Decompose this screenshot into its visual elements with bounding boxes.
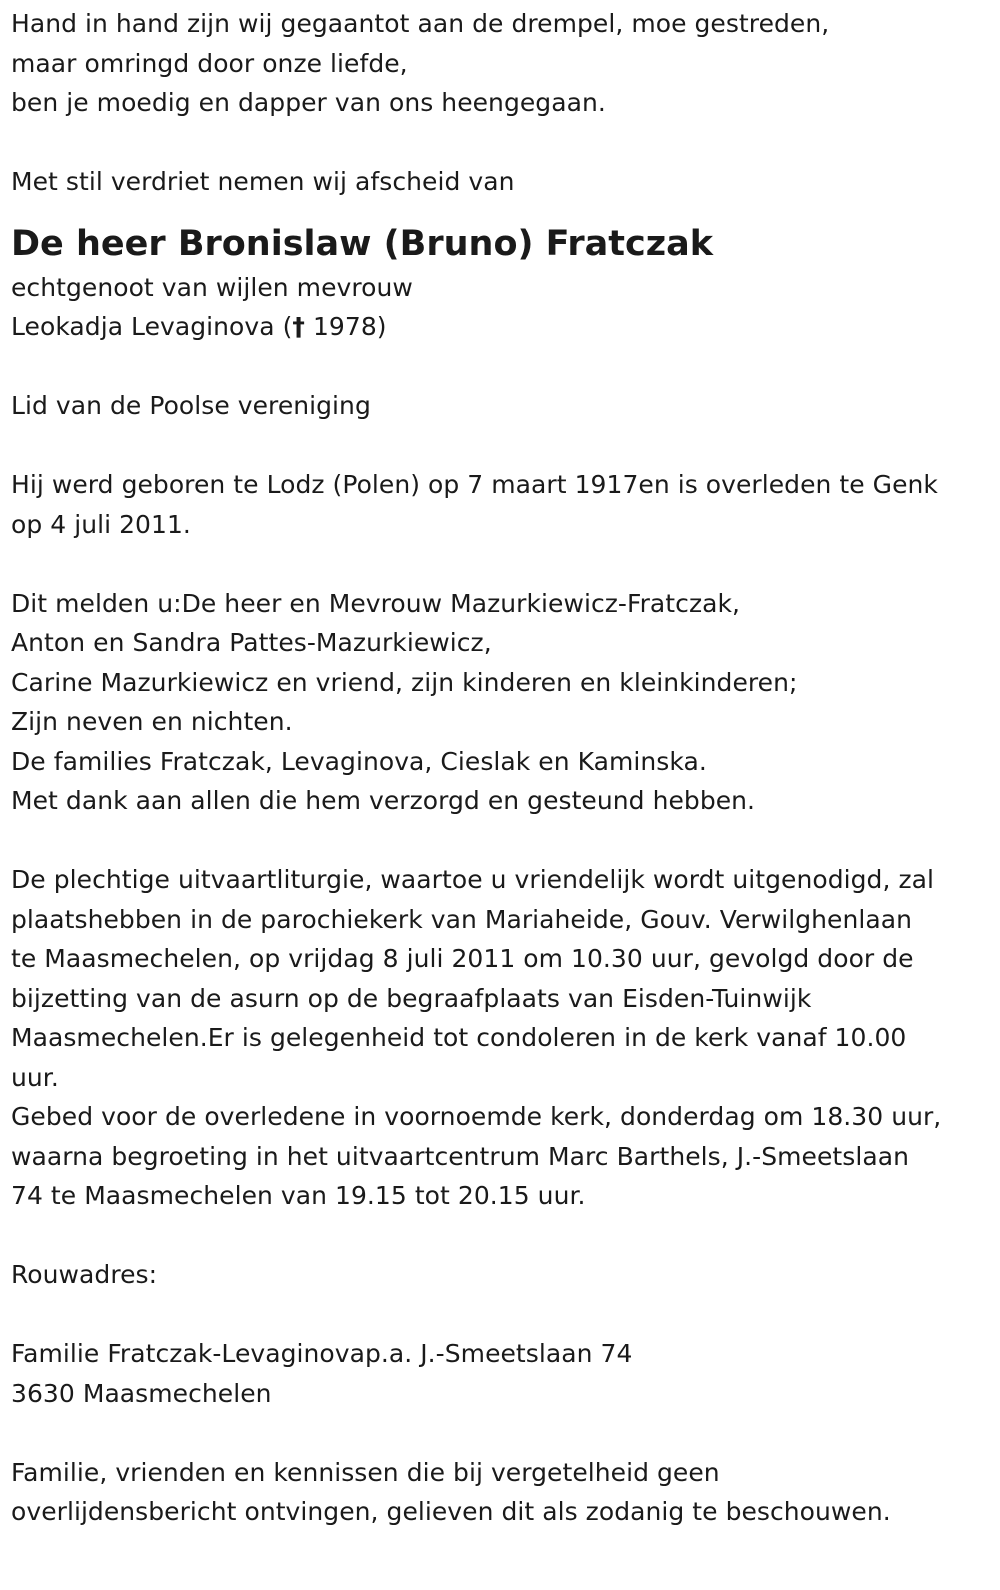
closing-line-2: overlijdensbericht ontvingen, gelieven dit als zodanig te beschouwen. — [11, 1497, 891, 1526]
funeral-line-7: Gebed voor de overledene in voornoemde kerk, donderdag om 18.30 uur, — [11, 1102, 942, 1131]
funeral-line-9: 74 te Maasmechelen van 19.15 tot 20.15 uur. — [11, 1181, 586, 1210]
spacer — [11, 202, 982, 218]
intro-line-2: maar omringd door onze liefde, — [11, 48, 408, 78]
announcers-line-1: Dit melden u:De heer en Mevrouw Mazurkiewicz-Fratczak, — [11, 588, 741, 618]
spacer — [11, 544, 982, 584]
cross-icon: † — [292, 312, 305, 341]
deceased-name: De heer Bronislaw (Bruno) Fratczak — [11, 223, 713, 264]
membership-text: Lid van de Poolse vereniging — [11, 391, 371, 420]
spacer — [11, 426, 982, 466]
announcers-line-3: Carine Mazurkiewicz en vriend, zijn kinderen en kleinkinderen; — [11, 667, 798, 697]
funeral-line-3: te Maasmechelen, op vrijdag 8 juli 2011 om 10.30 uur, gevolgd door de — [11, 944, 914, 973]
address-line-2: 3630 Maasmechelen — [11, 1378, 272, 1408]
funeral-line-1: De plechtige uitvaartliturgie, waartoe u vriendelijk wordt uitgenodigd, zal — [11, 865, 934, 894]
funeral-line-6: uur. — [11, 1062, 59, 1092]
spacer — [11, 1295, 982, 1335]
closing-block — [11, 1453, 982, 1532]
announcers-line-4: Zijn neven en nichten. — [11, 707, 293, 736]
spacer — [11, 1413, 982, 1453]
announcers-line-6: Met dank aan allen die hem verzorgd en gesteund hebben. — [11, 786, 756, 815]
intro-line-3: ben je moedig en dapper van ons heengegaan. — [11, 88, 606, 117]
closing-line-1: Familie, vrienden en kennissen die bij vergetelheid geen — [11, 1457, 720, 1487]
address-block — [11, 1334, 982, 1413]
spacer — [11, 347, 982, 387]
announcers-line-5: De families Fratczak, Levaginova, Cieslak en Kaminska. — [11, 746, 707, 776]
birth-death-line-1: Hij werd geboren te Lodz (Polen) op 7 maart 1917en is overleden te Genk — [11, 470, 938, 499]
spouse-name-suffix: 1978) — [304, 312, 387, 341]
spacer — [11, 821, 982, 861]
farewell-text: Met stil verdriet nemen wij afscheid van — [11, 167, 515, 196]
spouse-line-2 — [11, 307, 982, 347]
deceased-block — [11, 220, 982, 347]
announcers-block — [11, 584, 982, 821]
funeral-block — [11, 860, 982, 1216]
intro-poem — [11, 4, 982, 123]
spacer — [11, 123, 982, 163]
birth-death-block — [11, 465, 982, 544]
funeral-line-5: Maasmechelen.Er is gelegenheid tot condoleren in de kerk vanaf 10.00 — [11, 1023, 907, 1052]
announcers-line-2: Anton en Sandra Pattes-Mazurkiewicz, — [11, 628, 492, 657]
address-label: Rouwadres: — [11, 1260, 158, 1289]
address-line-1: Familie Fratczak-Levaginovap.a. J.-Smeetslaan 74 — [11, 1339, 633, 1368]
spouse-line-1: echtgenoot van wijlen mevrouw — [11, 272, 413, 302]
birth-death-line-2: op 4 juli 2011. — [11, 509, 191, 539]
spacer — [11, 1216, 982, 1256]
funeral-line-8: waarna begroeting in het uitvaartcentrum Marc Barthels, J.-Smeetslaan — [11, 1141, 909, 1171]
spouse-name-prefix: Leokadja Levaginova ( — [11, 312, 293, 341]
funeral-line-2: plaatshebben in de parochiekerk van Mariaheide, Gouv. Verwilghenlaan — [11, 904, 912, 934]
funeral-line-4: bijzetting van de asurn op de begraafplaats van Eisden-Tuinwijk — [11, 983, 812, 1013]
intro-line-1: Hand in hand zijn wij gegaantot aan de drempel, moe gestreden, — [11, 9, 830, 38]
